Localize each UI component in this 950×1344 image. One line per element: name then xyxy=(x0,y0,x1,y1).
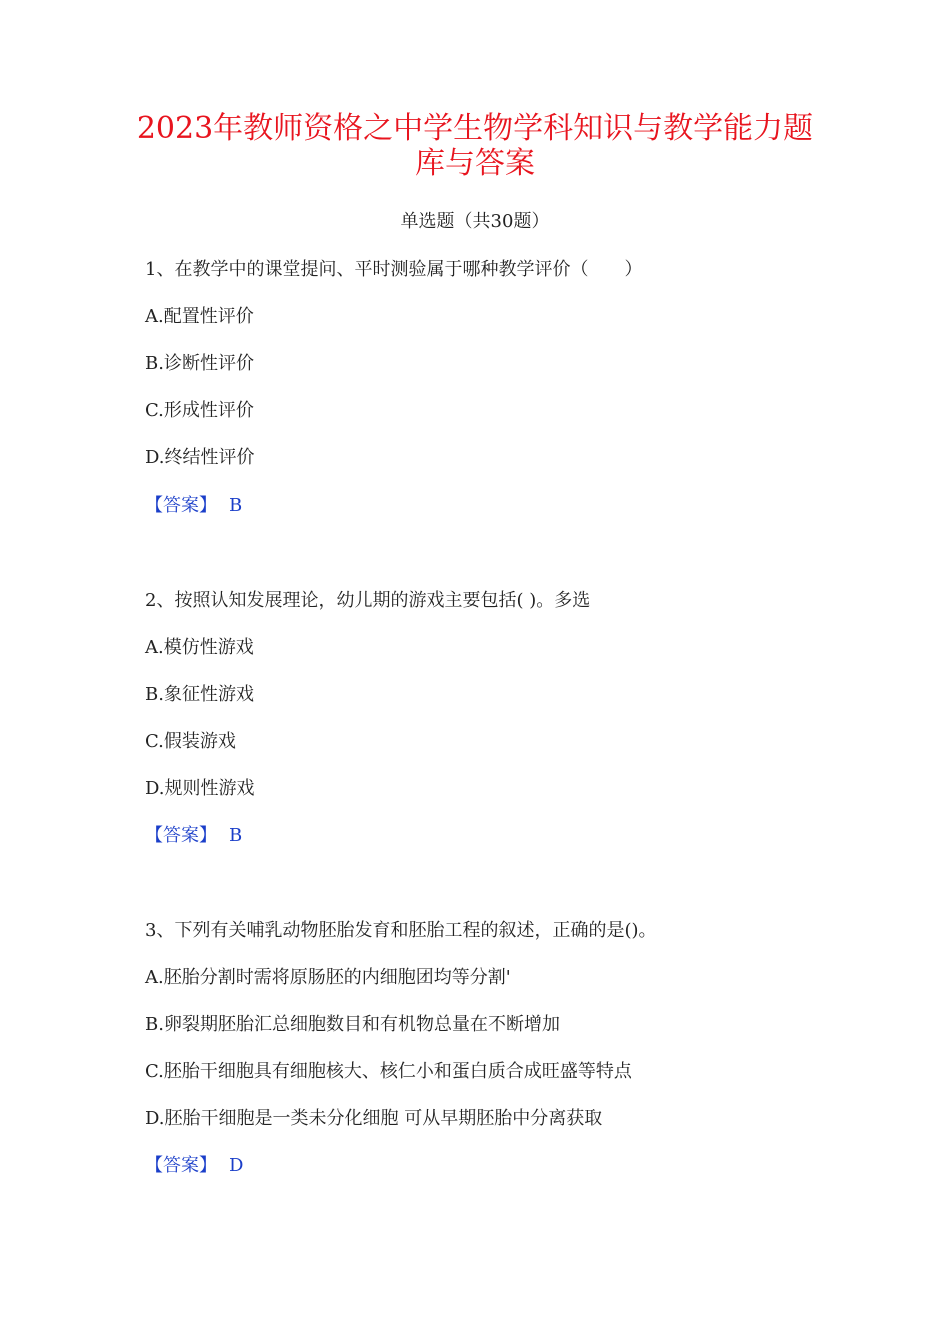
option-a: A.配置性评价 xyxy=(145,306,254,327)
option-b: B.诊断性评价 xyxy=(145,353,254,374)
question-stem: 3、下列有关哺乳动物胚胎发育和胚胎工程的叙述，正确的是()。 xyxy=(145,920,657,941)
answer-value: B xyxy=(229,495,243,516)
option-d: D.终结性评价 xyxy=(145,447,255,468)
document-title-line-2: 库与答案 xyxy=(415,146,535,181)
question-stem: 2、按照认知发展理论，幼儿期的游戏主要包括( )。多选 xyxy=(145,590,591,611)
option-b: B.卵裂期胚胎汇总细胞数目和有机物总量在不断增加 xyxy=(145,1014,560,1035)
option-a: A.模仿性游戏 xyxy=(145,637,254,658)
answer xyxy=(145,1154,243,1178)
option-c: C.胚胎干细胞具有细胞核大、核仁小和蛋白质合成旺盛等特点 xyxy=(145,1061,632,1082)
option-d: D.规则性游戏 xyxy=(145,778,255,799)
answer-value: B xyxy=(229,825,243,846)
answer xyxy=(145,824,242,848)
answer-value: D xyxy=(229,1155,244,1176)
option-c: C.假装游戏 xyxy=(145,731,236,752)
option-d: D.胚胎干细胞是一类未分化细胞 可从早期胚胎中分离获取 xyxy=(145,1108,603,1129)
answer xyxy=(145,494,242,518)
question-stem: 1、在教学中的课堂提问、平时测验属于哪种教学评价（ ） xyxy=(145,259,643,280)
option-b: B.象征性游戏 xyxy=(145,684,254,705)
answer-label: 【答案】 xyxy=(145,1155,217,1176)
option-a: A.胚胎分割时需将原肠胚的内细胞团均等分割' xyxy=(145,967,511,988)
option-c: C.形成性评价 xyxy=(145,400,254,421)
section-heading: 单选题（共30题） xyxy=(400,211,550,232)
document-title-line-1: 2023年教师资格之中学生物学科知识与教学能力题 xyxy=(136,111,814,146)
answer-label: 【答案】 xyxy=(145,825,217,846)
answer-label: 【答案】 xyxy=(145,495,217,516)
